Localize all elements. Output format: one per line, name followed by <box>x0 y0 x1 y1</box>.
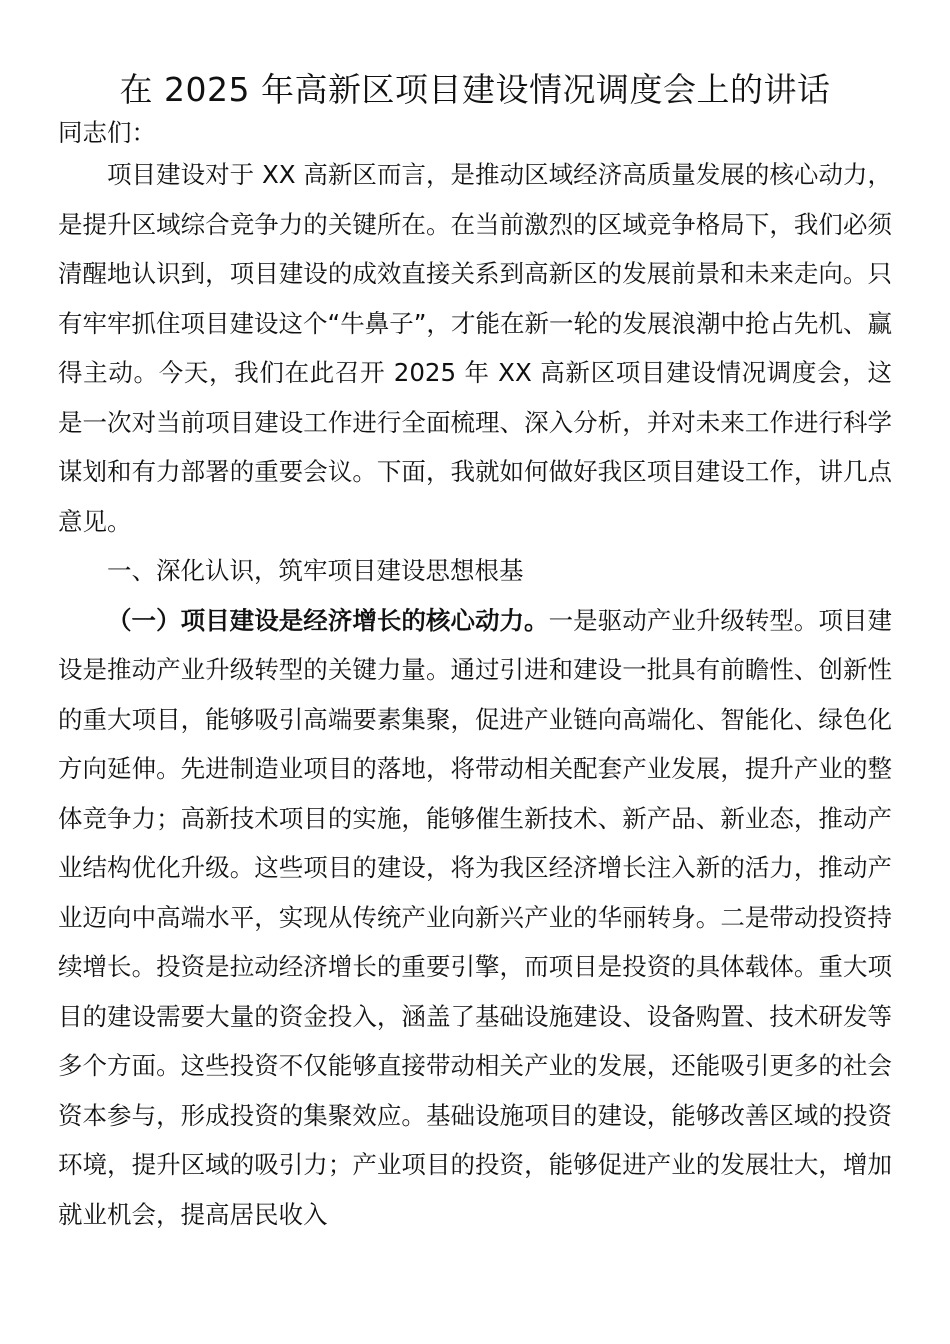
subsection-paragraph <box>58 596 892 1240</box>
salutation: 同志们： <box>58 118 156 147</box>
subsection-body: 一是驱动产业升级转型。项目建设是推动产业升级转型的关键力量。通过引进和建设一批具有前瞻性、创新性的重大项目，能够吸引高端要素集聚，促进产业链向高端化、智能化、绿色化方向延伸。先进制造业项目的落地，将带动相关配套产业发展，提升产业的整体竞争力；高新技术项目的实施，能够催生新技术、新产品、新业态，推动产业结构优化升级。这些项目的建设，将为我区经济增长注入新的活力，推动产业迈向中高端水平，实现从传统产业向新兴产业的华丽转身。二是带动投资持续增长。投资是拉动经济增长的重要引擎，而项目是投资的具体载体。重大项目的建设需要大量的资金投入，涵盖了基础设施建设、设备购置、技术研发等多个方面。这些投资不仅能够直接带动相关产业的发展，还能吸引更多的社会资本参与，形成投资的集聚效应。基础设施项目的建设，能够改善区域的投资环境，提升区域的吸引力；产业项目的投资，能够促进产业的发展壮大，增加就业机会，提高居民收入 <box>58 605 893 1229</box>
intro-paragraph: 项目建设对于 XX 高新区而言，是推动区域经济高质量发展的核心动力，是提升区域综合竞争力的关键所在。在当前激烈的区域竞争格局下，我们必须清醒地认识到，项目建设的成效直接关系到高新区的发展前景和未来走向。只有牢牢抓住项目建设这个“牛鼻子”，才能在新一轮的发展浪潮中抢占先机、赢得主动。今天，我们在此召开 2025 年 XX 高新区项目建设情况调度会，这是一次对当前项目建设工作进行全面梳理、深入分析，并对未来工作进行科学谋划和有力部署的重要会议。下面，我就如何做好我区项目建设工作，讲几点意见。 <box>58 160 892 536</box>
section-heading: 一、深化认识，筑牢项目建设思想根基 <box>107 556 524 585</box>
document-title: 在 2025 年高新区项目建设情况调度会上的讲话 <box>119 70 831 109</box>
subsection-heading: （一）项目建设是经济增长的核心动力。 <box>107 605 549 635</box>
